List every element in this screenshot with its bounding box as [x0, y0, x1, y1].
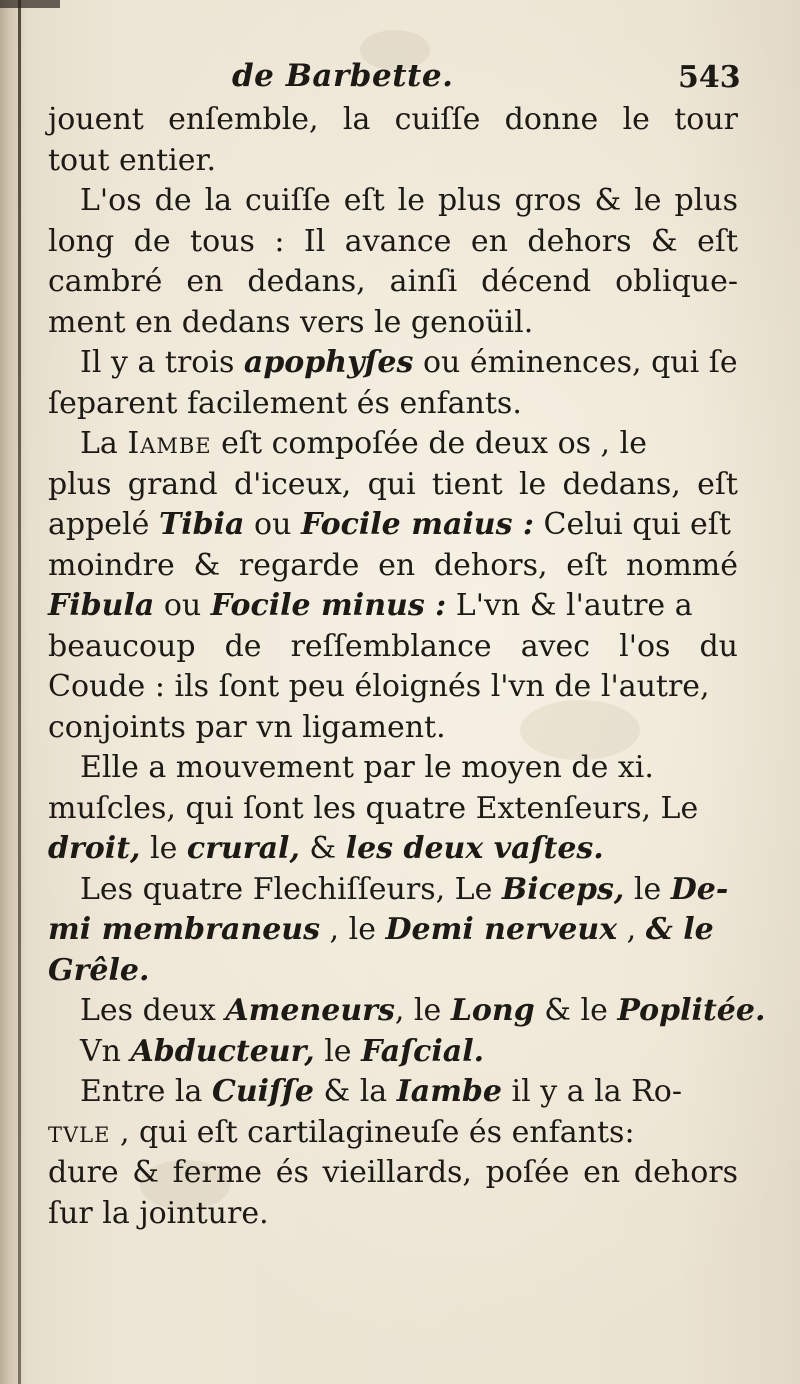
text-run: ,: [617, 912, 646, 947]
text-run: Celui qui eſt: [534, 507, 731, 542]
text-run: & le: [534, 993, 618, 1028]
italic-term: Faſcial.: [361, 1033, 485, 1069]
text-line: [48, 141, 738, 182]
text-run: ſeparent facilement és enfants.: [48, 385, 522, 421]
text-run: long de tous : Il avance en dehors & eſt: [48, 223, 738, 259]
text-run: eſt compoſée de deux os , le: [211, 426, 647, 461]
binding-edge: [18, 0, 21, 1384]
text-run: Les deux: [80, 993, 226, 1028]
text-line: [48, 181, 738, 222]
italic-term: Biceps,: [501, 871, 625, 907]
text-run: , le: [394, 993, 451, 1028]
text-line: [48, 384, 738, 425]
italic-term: Fibula: [48, 588, 155, 623]
text-run: & la: [313, 1074, 397, 1109]
text-line: [48, 789, 738, 830]
text-line: [48, 910, 738, 951]
text-line: [48, 1194, 738, 1235]
italic-term: Abducteur,: [130, 1033, 315, 1069]
text-run: La: [80, 426, 128, 461]
text-line: [48, 708, 738, 749]
text-line: [48, 465, 738, 506]
text-line: [48, 303, 738, 344]
italic-term: Ameneurs: [225, 993, 395, 1028]
text-run: Coude : ils ſont peu éloignés l'vn de l'autre,: [48, 669, 710, 704]
binding-gutter: [0, 0, 26, 1384]
italic-term: Iambe: [396, 1074, 502, 1109]
text-line: [48, 546, 738, 587]
text-run: L'vn & l'autre a: [446, 588, 693, 623]
italic-term: & le: [645, 912, 714, 947]
text-run: le: [624, 871, 671, 907]
text-run: ou: [154, 588, 211, 623]
italic-term: Grêle.: [48, 952, 150, 988]
text-run: moindre & regarde en dehors, eſt nommé: [48, 547, 738, 583]
text-line: [48, 748, 738, 789]
text-run: L'os de la cuiſſe eſt le plus gros & le plus: [80, 183, 738, 218]
text-line: [48, 586, 738, 627]
italic-term: Poplitée.: [617, 993, 766, 1028]
text-run: conjoints par vn ligament.: [48, 709, 446, 745]
italic-term: apophyſes: [243, 345, 414, 380]
page-edge-mark: [0, 0, 60, 8]
italic-term: Focile minus :: [210, 588, 447, 623]
italic-term: Cuiſſe: [211, 1074, 314, 1109]
body-text: [48, 100, 766, 1234]
text-line: [48, 870, 738, 911]
text-line: [48, 1072, 738, 1113]
text-run: Elle a mouvement par le moyen de xi.: [80, 750, 654, 785]
text-run: ſur la jointure.: [48, 1195, 269, 1231]
italic-term: mi membraneus: [48, 912, 320, 947]
text-run: appelé: [48, 507, 159, 542]
italic-term: Long: [450, 993, 535, 1028]
text-line: [48, 1113, 738, 1154]
text-line: [48, 100, 738, 141]
italic-term: Demi nerveux: [385, 912, 618, 947]
text-run: le: [140, 831, 187, 866]
text-run: Entre la: [80, 1074, 212, 1109]
text-line: [48, 222, 738, 263]
text-run: ou: [244, 507, 301, 542]
text-run: tout entier.: [48, 142, 217, 178]
text-run: Il y a trois: [80, 345, 244, 380]
text-run: , le: [319, 912, 386, 947]
text-line: [48, 343, 738, 384]
italic-term: les deux vaſtes.: [345, 831, 604, 866]
text-line: [48, 627, 738, 668]
italic-term: droit,: [48, 831, 141, 866]
small-caps-term: tvle: [48, 1114, 111, 1150]
text-line: [48, 1153, 738, 1194]
italic-term: Tibia: [158, 507, 245, 542]
text-run: jouent enſemble, la cuiſſe donne le tour: [48, 102, 738, 137]
text-run: muſcles, qui ſont les quatre Extenſeurs, Le: [48, 790, 699, 826]
text-run: Vn: [80, 1033, 131, 1069]
running-title: de Barbette.: [232, 58, 454, 94]
italic-term: crural,: [186, 831, 300, 866]
text-run: plus grand d'iceux, qui tient le dedans, eſt: [48, 466, 738, 502]
text-run: beaucoup de reſſemblance avec l'os du: [48, 628, 738, 664]
small-caps-term: Iambe: [127, 426, 212, 461]
text-run: ment en dedans vers le genoüil.: [48, 304, 534, 340]
running-head: [0, 58, 800, 102]
text-run: ou éminences, qui ſe: [413, 345, 738, 380]
text-run: cambré en dedans, ainſi décend oblique-: [48, 264, 738, 299]
text-run: le: [314, 1033, 362, 1069]
text-line: [48, 424, 738, 465]
text-run: il y a la Ro-: [502, 1074, 682, 1109]
text-line: [48, 1032, 738, 1073]
text-line: [48, 505, 738, 546]
text-run: Les quatre Flechiſſeurs, Le: [80, 871, 502, 907]
text-line: [48, 667, 738, 708]
text-line: [48, 991, 766, 1032]
text-line: [48, 262, 738, 303]
text-run: dure & ferme és vieillards, poſée en dehors: [48, 1155, 738, 1190]
text-run: &: [299, 831, 346, 866]
text-line: [48, 829, 738, 870]
italic-term: Focile maius :: [300, 507, 535, 542]
text-run: , qui eſt cartilagineuſe és enfants:: [110, 1114, 635, 1150]
italic-term: De-: [670, 871, 729, 907]
page-number: 543: [678, 60, 741, 95]
text-line: [48, 951, 738, 992]
